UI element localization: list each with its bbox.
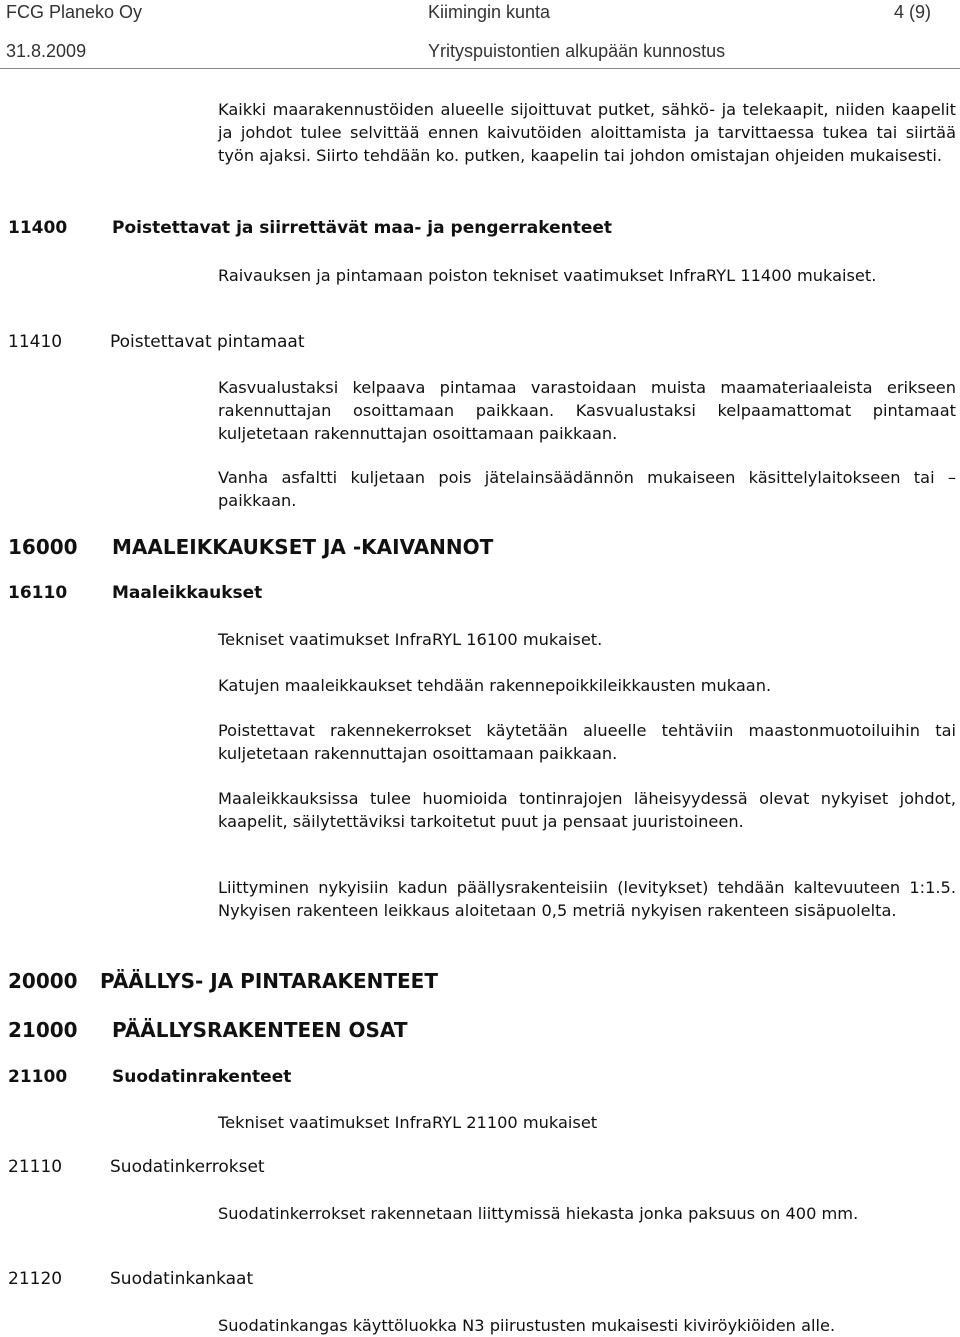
section-number: 21110 [8, 1157, 63, 1177]
header-page-number: 4 (9) [894, 2, 932, 22]
section-number: 21120 [8, 1269, 63, 1289]
header-date: 31.8.2009 [6, 41, 87, 61]
paragraph-16110-d: Maaleikkauksissa tulee huomioida tontinrajojen läheisyydessä olevat nykyiset johdot, kaapelit, säilytettäviksi tarkoitetut puut ja pensaat juuristoineen. [218, 789, 956, 831]
paragraph-21100: Tekniset vaatimukset InfraRYL 21100 mukaiset [218, 1113, 598, 1132]
section-title: MAALEIKKAUKSET JA -KAIVANNOT [112, 535, 494, 559]
section-number: 16000 [8, 535, 78, 559]
header-divider [0, 68, 960, 69]
section-number: 20000 [8, 969, 78, 993]
section-title: Poistettavat pintamaat [110, 332, 305, 352]
header-client: Kiimingin kunta [428, 2, 551, 22]
section-number: 16110 [8, 583, 68, 603]
section-number: 11400 [8, 218, 68, 238]
paragraph-21110: Suodatinkerrokset rakennetaan liittymissä hiekasta jonka paksuus on 400 mm. [218, 1204, 859, 1223]
section-title: Suodatinkankaat [110, 1269, 254, 1289]
header-project: Yrityspuistontien alkupään kunnostus [428, 41, 726, 61]
paragraph-16110-b: Katujen maaleikkaukset tehdään rakennepoikkileikkausten mukaan. [218, 676, 772, 695]
paragraph-16110-a: Tekniset vaatimukset InfraRYL 16100 mukaiset. [218, 630, 603, 649]
paragraph-16110-e: Liittyminen nykyisiin kadun päällysrakenteisiin (levitykset) tehdään kaltevuuteen 1:1.5. Nykyisen rakenteen leikkaus aloitetaan 0,5 metriä nykyisen rakenteen sisäpuolelta. [218, 878, 956, 920]
section-title: Poistettavat ja siirrettävät maa- ja pengerrakenteet [112, 218, 613, 238]
section-title: Maaleikkaukset [112, 583, 263, 603]
section-title: PÄÄLLYS- JA PINTARAKENTEET [100, 969, 438, 993]
paragraph-21120: Suodatinkangas käyttöluokka N3 piirustusten mukaisesti kiviröykiöiden alle. [218, 1316, 836, 1335]
section-number: 21000 [8, 1018, 78, 1042]
paragraph-11400: Raivauksen ja pintamaan poiston tekniset vaatimukset InfraRYL 11400 mukaiset. [218, 266, 877, 285]
section-number: 21100 [8, 1067, 68, 1087]
section-title: Suodatinrakenteet [112, 1067, 292, 1087]
paragraph-intro: Kaikki maarakennustöiden alueelle sijoittuvat putket, sähkö- ja telekaapit, niiden kaapelit ja johdot tulee selvittää ennen kaivutöiden aloittamista ja tarvittaessa tukea tai siirtää työn ajaksi. Siirto tehdään ko. putken, kaapelin tai johdon omistajan ohjeiden mukaisesti. [218, 100, 956, 165]
section-title: PÄÄLLYSRAKENTEEN OSAT [112, 1018, 408, 1042]
page-header [0, 0, 960, 70]
paragraph-16110-c: Poistettavat rakennekerrokset käytetään alueelle tehtäviin maastonmuotoiluihin tai kuljetetaan rakennuttajan osoittamaan paikkaan. [218, 721, 956, 763]
header-company: FCG Planeko Oy [6, 2, 143, 22]
section-number: 11410 [8, 332, 63, 352]
paragraph-11410-a: Kasvualustaksi kelpaava pintamaa varastoidaan muista maamateriaaleista erikseen rakennuttajan osoittamaan paikkaan. Kasvualustaksi kelpaamattomat pintamaat kuljetetaan rakennuttajan osoittamaan paikkaan. [218, 378, 956, 443]
section-title: Suodatinkerrokset [110, 1157, 265, 1177]
paragraph-11410-b: Vanha asfaltti kuljetaan pois jätelainsäädännön mukaiseen käsittelylaitokseen tai –paikkaan. [218, 468, 956, 510]
